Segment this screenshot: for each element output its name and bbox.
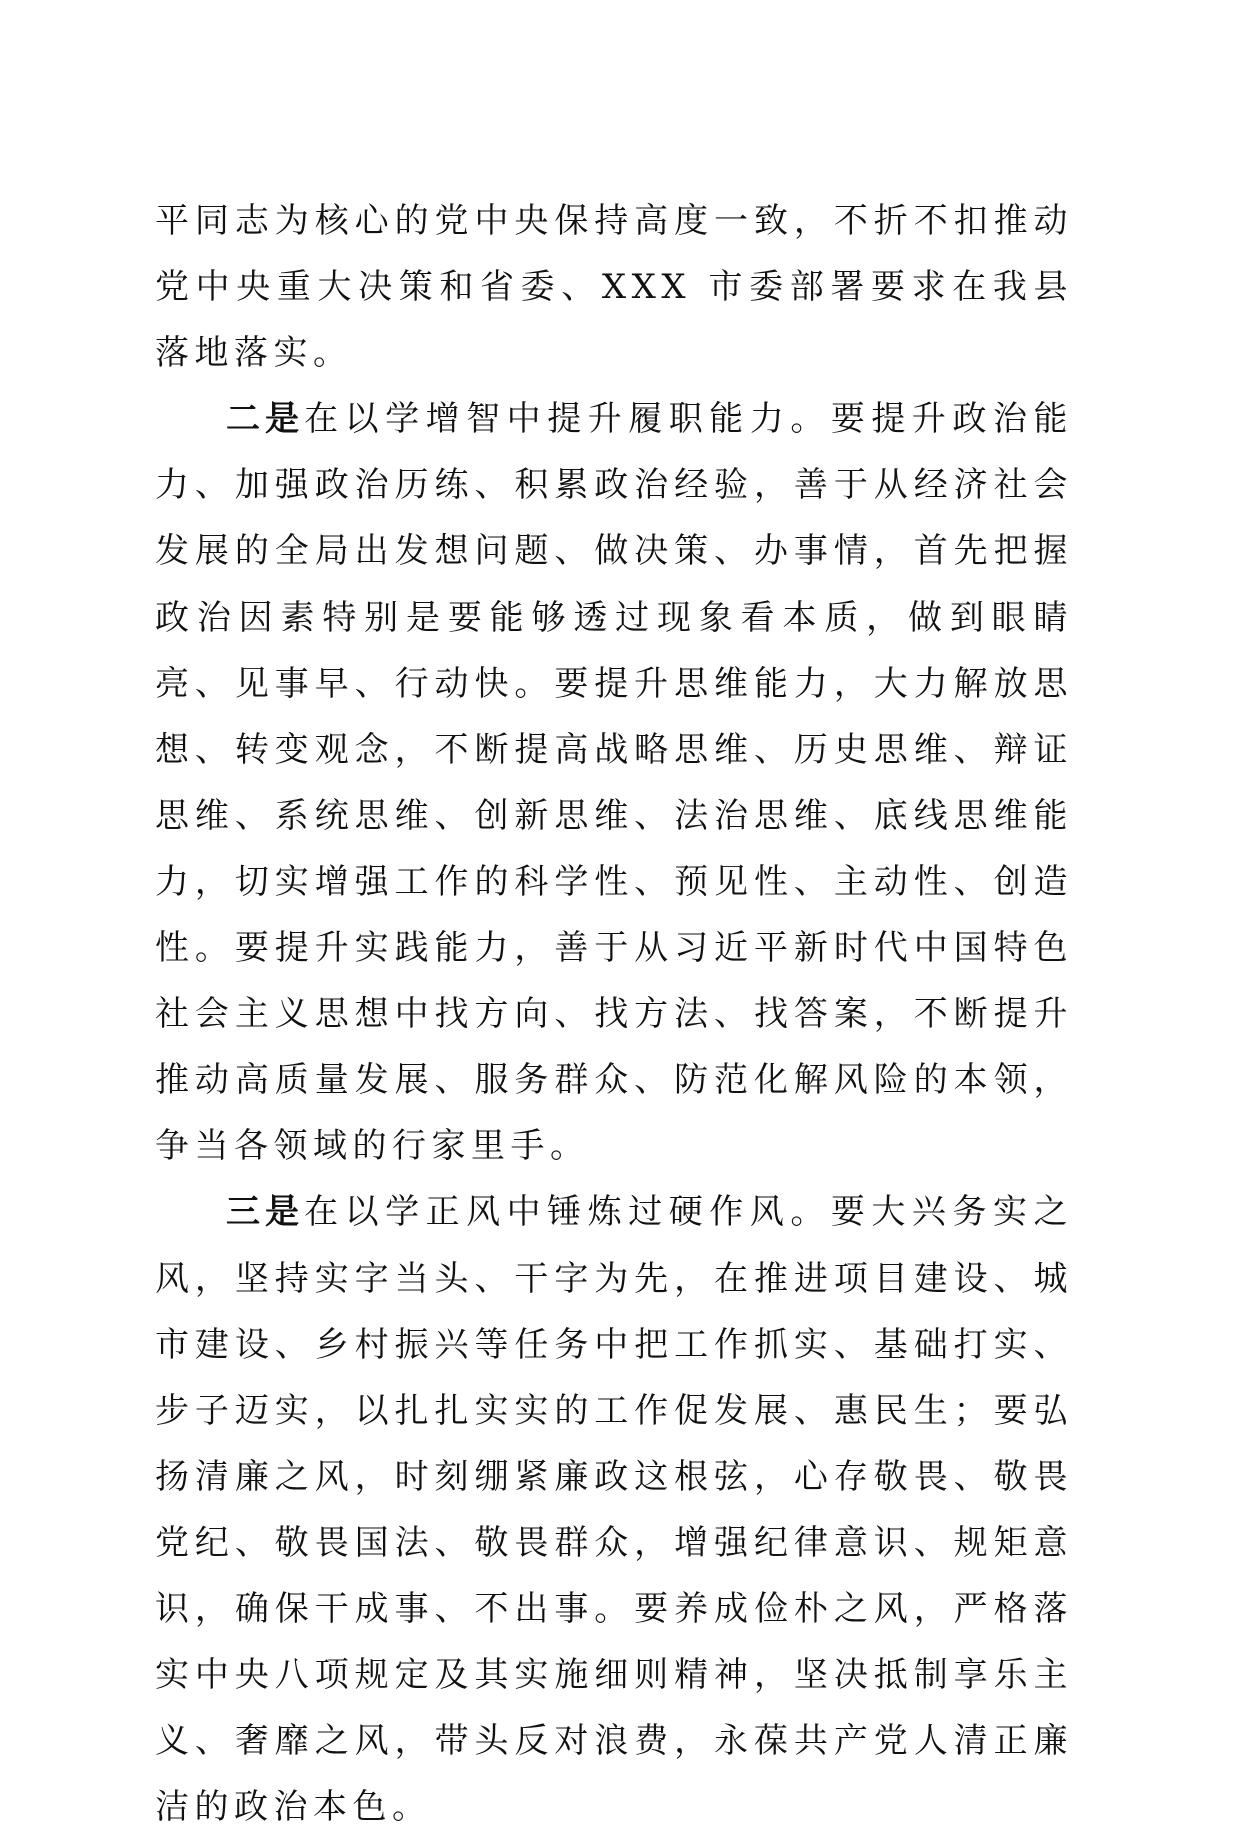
paragraph-text: 在以学增智中提升履职能力。要提升政治能力、加强政治历练、积累政治经验，善于从经济社会发展的全局出发想问题、做决策、办事情，首先把握政治因素特别是要能够透过现象看本质，做到眼睛亮、见事早、行动快。要提升思维能力，大力解放思想、转变观念，不断提高战略思维、历史思维、辩证思维、系统思维、创新思维、法治思维、底线思维能力，切实增强工作的科学性、预见性、主动性、创造性。要提升实践能力，善于从习近平新时代中国特色社会主义思想中找方向、找方法、找答案，不断提升推动高质量发展、服务群众、防范化解风险的本领，争当各领域的行家里手。 xyxy=(155,399,1074,1167)
paragraph-text: 在以学正风中锤炼过硬作风。要大兴务实之风，坚持实字当头、干字为先，在推进项目建设、城市建设、乡村振兴等任务中把工作抓实、基础打实、步子迈实，以扎扎实实的工作促发展、惠民生；要弘扬清廉之风，时刻绷紧廉政这根弦，心存敬畏、敬畏党纪、敬畏国法、敬畏群众，增强纪律意识、规矩意识，确保干成事、不出事。要养成俭朴之风，严格落实中央八项规定及其实施细则精神，坚决抵制享乐主义、奢靡之风，带头反对浪费，永葆共产党人清正廉洁的政治本色。 xyxy=(155,1192,1074,1828)
paragraph-continuation xyxy=(155,188,1073,386)
paragraph-lead: 三是 xyxy=(226,1192,305,1233)
paragraph-point-two xyxy=(155,386,1073,1179)
paragraph-lead: 二是 xyxy=(226,399,305,440)
paragraph-text: 平同志为核心的党中央保持高度一致，不折不扣推动党中央重大决策和省委、XXX 市委部署要求在我县落地落实。 xyxy=(155,201,1073,374)
body-text xyxy=(155,188,1073,1840)
paragraph-point-three xyxy=(155,1179,1073,1840)
